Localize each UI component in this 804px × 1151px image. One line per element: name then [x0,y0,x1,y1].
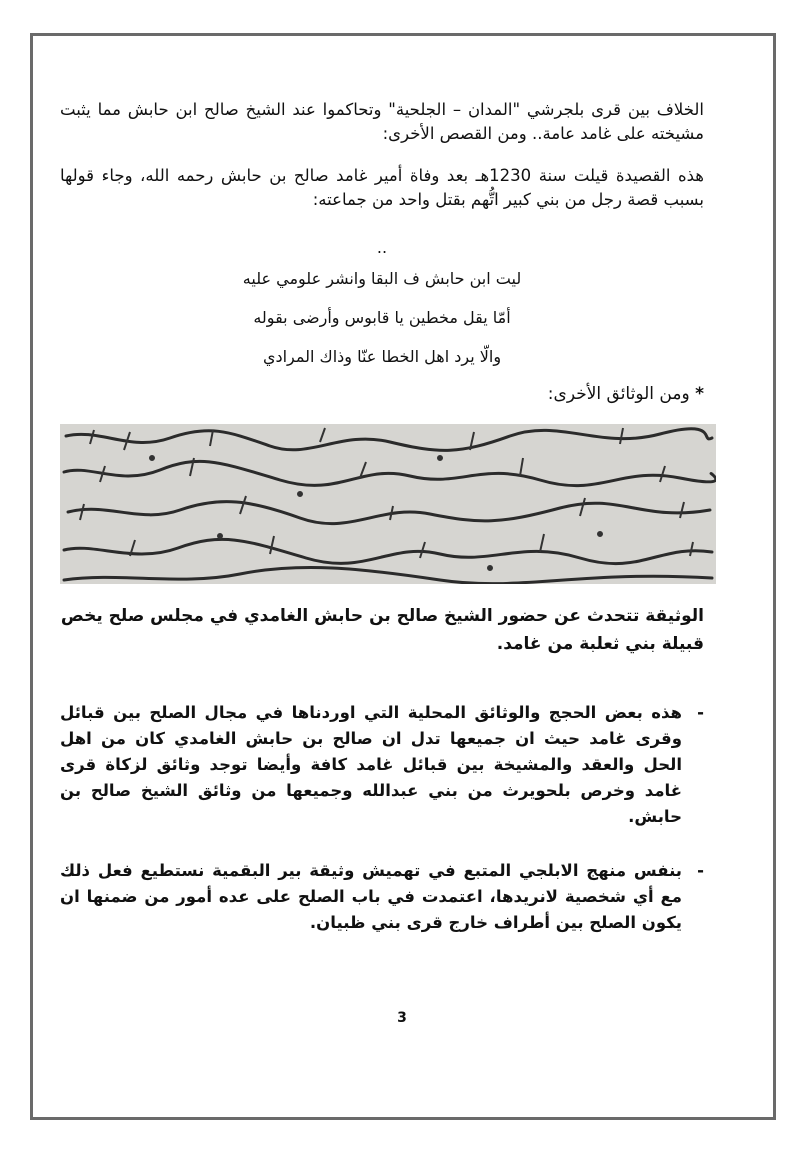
documents-heading-text: ومن الوثائق الأخرى: [547,384,690,404]
poem-verse-3: والّا يرد اهل الخطا عنّا وذاك المرادي [262,347,502,366]
manuscript-scan [60,424,716,584]
asterisk-icon: * [695,384,704,404]
list-item [60,700,704,830]
list-item [60,858,704,936]
poem-separator: .. [376,238,388,257]
manuscript-document-image [60,424,716,584]
documents-heading [548,384,704,404]
bullet-list [60,700,704,964]
bullet-dash-icon: - [697,703,704,722]
poem-context-paragraph: هذه القصيدة قيلت سنة 1230هـ بعد وفاة أمير غامد صالح بن حابش رحمه الله، وجاء قولها بسبب قصة رجل من بني كبير اتُّهم بقتل واحد من جماعته: [60,166,704,209]
document-caption: الوثيقة تتحدث عن حضور الشيخ صالح بن حابش الغامدي في مجلس صلح يخص قبيلة بني ثعلبة من غامد. [60,606,704,654]
intro-paragraph: الخلاف بين قرى بلجرشي "المدان – الجلحية" وتحاكموا عند الشيخ صالح ابن حابش مما يثبت مشيخته على غامد عامة.. ومن القصص الأخرى: [60,100,704,143]
bullet-text: بنفس منهج الابلجي المتبع في تهميش وثيقة بير البقمية نستطيع فعل ذلك مع أي شخصية لانريدها، اعتمدت في باب الصلح على عده أمور من ضمنها ان يكون الصلح بين أطراف خارج قرى بني ظبيان. [60,861,682,932]
bullet-dash-icon: - [697,861,704,880]
poem-verse-1: ليت ابن حابش ف البقا وانشر علومي عليه [242,269,522,288]
bullet-text: هذه بعض الحجج والوثائق المحلية التي اوردناها في مجال الصلح بين قبائل وقرى غامد حيث ان جميعها تدل ان صالح بن حابش الغامدي كان من اهل الحل والعقد والمشيخة بين قبائل غامد كافة وأيضا توجد وثائق لزكاة قرى غامد وخرص بلحويرث من بني عبدالله وجميعها من وثائق الشيخ صالح بن حابش. [60,703,682,826]
page-number: 3 [397,1010,407,1026]
poem-verse-2: أمّا يقل مخطين يا قابوس وأرضى بقوله [253,308,511,327]
